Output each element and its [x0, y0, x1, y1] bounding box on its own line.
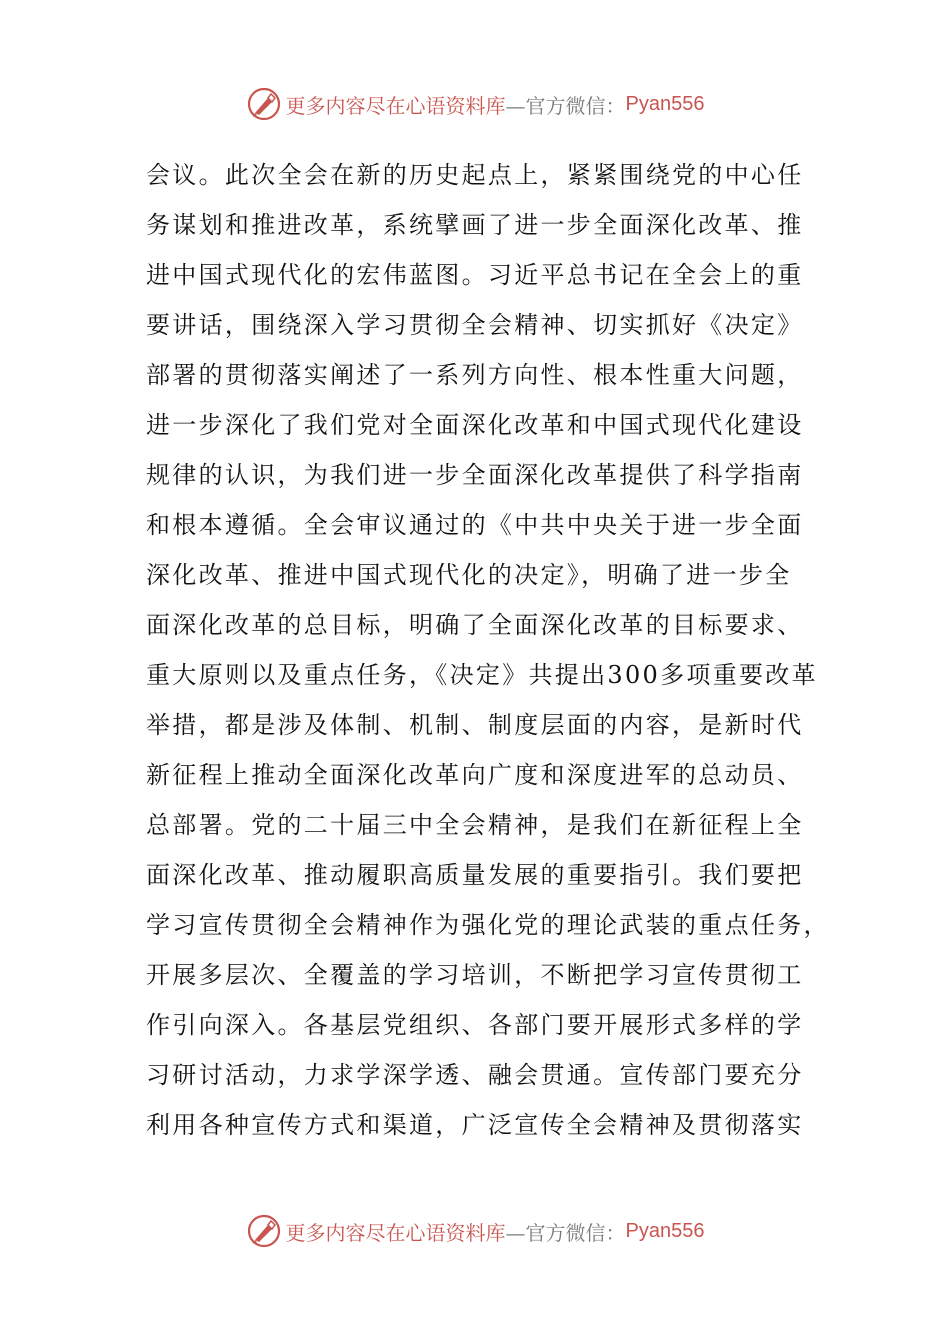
- text-line: 面深化改革的总目标，明确了全面深化改革的目标要求、: [146, 611, 804, 639]
- text-line: 开展多层次、全覆盖的学习培训，不断把学习宣传贯彻工: [146, 961, 804, 989]
- text-line: 和根本遵循。全会审议通过的《中共中央关于进一步全面: [146, 511, 804, 539]
- text-line: 面深化改革、推动履职高质量发展的重要指引。我们要把: [146, 861, 804, 889]
- text-line: 会议。此次全会在新的历史起点上，紧紧围绕党的中心任: [146, 161, 804, 189]
- text-line: 习研讨活动，力求学深学透、融会贯通。宣传部门要充分: [146, 1061, 804, 1089]
- document-body: [146, 150, 830, 1150]
- text-line: 进中国式现代化的宏伟蓝图。习近平总书记在全会上的重: [146, 261, 804, 289]
- pen-nib-logo-icon: [246, 1213, 282, 1249]
- text-line: 进一步深化了我们党对全面深化改革和中国式现代化建设: [146, 411, 804, 439]
- header-red-text: 更多内容尽在心语资料库: [285, 93, 506, 118]
- header-gray-text: —官方微信：: [505, 93, 626, 118]
- footer-red-text: 更多内容尽在心语资料库: [285, 1220, 506, 1245]
- text-line: 要讲话，围绕深入学习贯彻全会精神、切实抓好《决定》: [146, 311, 804, 339]
- text-line: 重大原则以及重点任务，《决定》共提出300多项重要改革: [146, 661, 818, 689]
- header-banner: [0, 82, 950, 126]
- footer-wechat-id: Pyan556: [625, 1219, 705, 1242]
- text-line: 作引向深入。各基层党组织、各部门要开展形式多样的学: [146, 1011, 804, 1039]
- text-line: 学习宣传贯彻全会精神作为强化党的理论武装的重点任务，: [146, 911, 830, 939]
- text-line: 总部署。党的二十届三中全会精神，是我们在新征程上全: [146, 811, 804, 839]
- text-line: 利用各种宣传方式和渠道，广泛宣传全会精神及贯彻落实: [146, 1111, 804, 1139]
- text-line: 部署的贯彻落实阐述了一系列方向性、根本性重大问题，: [146, 361, 804, 389]
- text-line: 规律的认识，为我们进一步全面深化改革提供了科学指南: [146, 461, 804, 489]
- text-line: 深化改革、推进中国式现代化的决定》，明确了进一步全: [146, 561, 792, 589]
- footer-gray-text: —官方微信：: [505, 1220, 626, 1245]
- text-line: 务谋划和推进改革，系统擘画了进一步全面深化改革、推: [146, 211, 804, 239]
- header-wechat-id: Pyan556: [625, 92, 705, 115]
- text-line: 新征程上推动全面深化改革向广度和深度进军的总动员、: [146, 761, 804, 789]
- pen-nib-logo-icon: [246, 86, 282, 122]
- footer-banner: [0, 1209, 950, 1253]
- text-line: 举措，都是涉及体制、机制、制度层面的内容，是新时代: [146, 711, 804, 739]
